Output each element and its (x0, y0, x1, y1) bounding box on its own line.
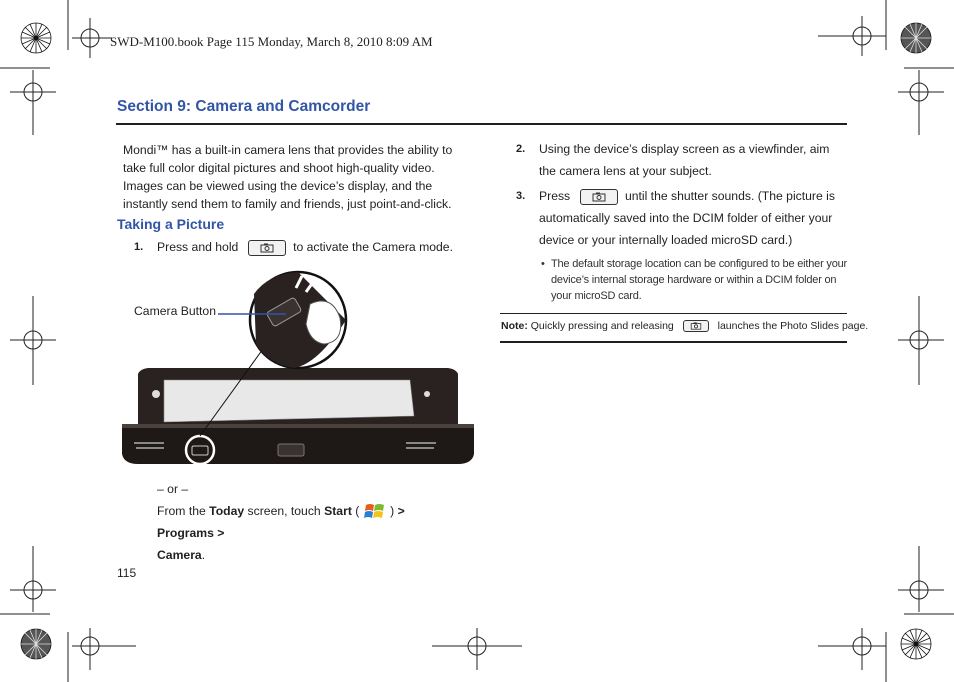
step-text: to activate the Camera mode. (293, 240, 453, 254)
step-1 (134, 236, 474, 258)
step-text: Press and hold (157, 240, 239, 254)
today-label: Today (209, 504, 245, 518)
note-top-rule (500, 313, 847, 314)
step-text: Using the device’s display screen as a viewfinder, aim the camera lens at your subject. (539, 142, 830, 178)
page-number: 115 (117, 566, 137, 580)
device-icon-right (424, 391, 430, 397)
intro-paragraph: Mondi™ has a built-in camera lens that provides the ability to take full color digital pictures and shoot high-quality video. Images can be viewed using the device’s display, and the instantly send them to family and friends, just point-and-click. (123, 143, 453, 211)
step-number: 1. (134, 241, 144, 253)
step-text: until the shutter sounds. (The picture is automatically saved into the DCIM folder of either your device or your internally loaded microSD card.) (539, 189, 835, 247)
text-fragment: . (201, 548, 206, 562)
section-title: Section 9: Camera and Camcorder (117, 98, 371, 115)
or-separator: – or – (157, 482, 189, 496)
device-icon-left (152, 390, 160, 398)
step-2 (516, 138, 848, 182)
bullet-item (541, 256, 859, 304)
note-text: Quickly pressing and releasing (530, 320, 674, 332)
alternate-instruction (157, 500, 457, 566)
programs-label: > Programs > (157, 504, 405, 540)
text-fragment: ) (390, 504, 398, 518)
bullet-text: The default storage location can be configured to be either your device’s internal storage hardware or within a DCIM folder on your microSD card. (551, 258, 848, 302)
camera-key-icon (683, 320, 709, 332)
step-number: 2. (516, 143, 526, 155)
title-rule (116, 123, 847, 125)
device-illustration (118, 264, 478, 474)
step-number: 3. (516, 190, 526, 202)
camera-button-label: Camera Button (134, 304, 216, 318)
subsection-title: Taking a Picture (117, 216, 225, 232)
text-fragment: screen, touch (244, 504, 325, 518)
note-text: launches the Photo Slides page. (717, 320, 869, 332)
note-label: Note: (501, 320, 528, 332)
step-3 (516, 185, 848, 251)
device-side-button (278, 444, 304, 456)
device-screen (164, 380, 414, 422)
start-label: Start (324, 504, 352, 518)
camera-key-icon (580, 189, 618, 205)
note-bottom-rule (500, 341, 847, 343)
text-fragment: ( (351, 504, 360, 518)
camera-label: Camera (157, 548, 202, 562)
bullet-dot: • (541, 258, 545, 270)
camera-key-icon (248, 240, 286, 256)
step-text: Press (539, 189, 571, 203)
print-header: SWD-M100.book Page 115 Monday, March 8, 2010 8:09 AM (110, 34, 433, 49)
windows-start-icon (363, 502, 387, 522)
note-box (501, 320, 868, 332)
text-fragment: From the (157, 504, 210, 518)
